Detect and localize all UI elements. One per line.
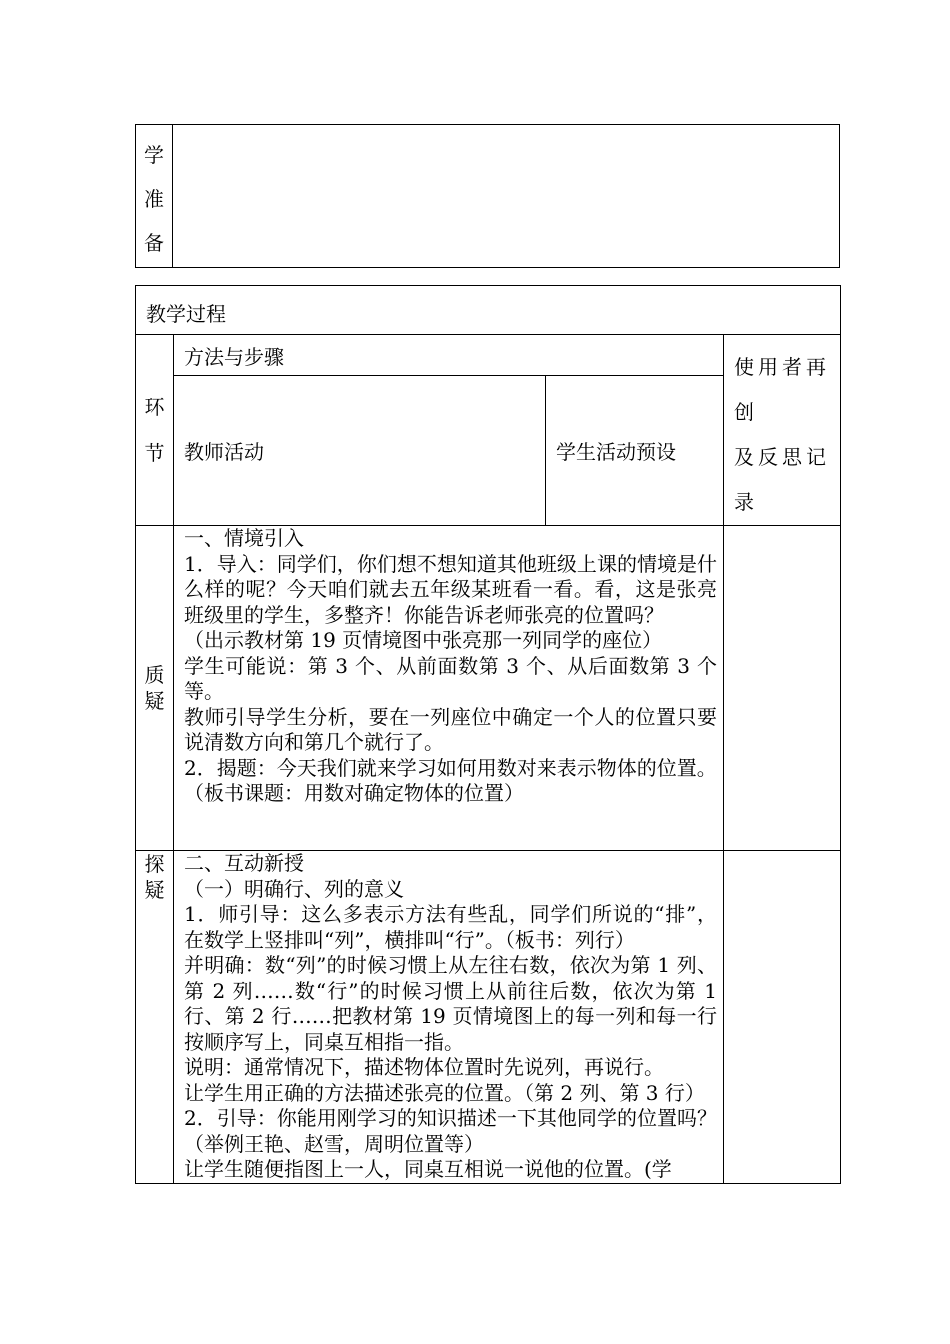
body-line: 二、互动新授 — [184, 851, 304, 875]
caption-row — [136, 286, 841, 335]
section-label-line: 疑 — [144, 689, 165, 713]
teacher-activity-header: 教师活动 — [174, 375, 546, 525]
table-caption: 教学过程 — [136, 286, 841, 335]
segment-header — [136, 335, 174, 526]
section-label-line: 疑 — [144, 878, 165, 902]
body-line: 2．引导：你能用刚学习的知识描述一下其他同学的位置吗？（举例王艳、赵雪，周明位置等） — [184, 1106, 717, 1156]
preparation-label-line: 准 — [144, 187, 164, 211]
preparation-label-line: 学 — [144, 143, 164, 167]
body-line: 让学生用正确的方法描述张亮的位置。（第 2 列、第 3 行） — [184, 1080, 705, 1105]
body-line: （一）明确行、列的意义 — [184, 876, 404, 901]
section-label-line: 质 — [144, 663, 165, 687]
preparation-label-line: 备 — [144, 231, 164, 255]
preparation-label — [136, 125, 173, 268]
reflection-header — [724, 335, 841, 526]
preparation-content — [173, 125, 840, 268]
section-body — [174, 851, 724, 1184]
body-line: （出示教材第 19 页情境图中张亮那一列同学的座位） — [184, 628, 663, 652]
section-body — [174, 526, 724, 851]
section-label-line: 探 — [144, 852, 165, 876]
segment-header-line: 节 — [144, 441, 165, 465]
body-line: 1．导入：同学们，你们想不想知道其他班级上课的情境是什么样的呢？今天咱们就去五年级某班看一看。看，这是张亮班级里的学生，多整齐！你能告诉老师张亮的位置吗？ — [184, 551, 717, 627]
header-row-1 — [136, 335, 841, 376]
body-line: 说明：通常情况下，描述物体位置时先说列，再说行。 — [184, 1055, 664, 1079]
section-row-questioning — [136, 526, 841, 851]
reflection-header-line: 及反思记 — [734, 445, 830, 469]
preparation-row — [136, 125, 840, 268]
reflection-cell — [724, 851, 841, 1184]
body-line: 让学生随便指图上一人，同桌互相说一说他的位置。(学 — [184, 1157, 672, 1181]
preparation-table — [135, 124, 840, 268]
body-line: 教师引导学生分析，要在一列座位中确定一个人的位置只要说清数方向和第几个就行了。 — [184, 704, 717, 754]
teaching-process-table — [135, 285, 841, 1184]
reflection-header-line: 使用者再 — [734, 355, 830, 379]
body-line: （板书课题：用数对确定物体的位置） — [184, 781, 524, 805]
body-line: 并明确：数“列”的时候习惯上从左往右数，依次为第 1 列、第 2 列……数“行”的时候习惯上从前往后数，依次为第 1 行、第 2 行……把教材第 19 页情境图上的每一列和每一行按顺序写上，同桌互相指一指。 — [184, 953, 717, 1054]
section-label — [136, 851, 174, 1184]
body-line: 2．揭题：今天我们就来学习如何用数对来表示物体的位置。 — [184, 755, 717, 780]
segment-header-line: 环 — [144, 395, 165, 419]
body-line: 一、情境引入 — [184, 526, 304, 550]
section-label — [136, 526, 174, 851]
reflection-header-line: 创 — [734, 400, 758, 424]
body-line: 学生可能说：第 3 个、从前面数第 3 个、从后面数第 3 个等。 — [184, 653, 717, 703]
reflection-header-line: 录 — [734, 490, 758, 514]
section-row-exploring — [136, 851, 841, 1184]
body-line: 1．师引导：这么多表示方法有些乱，同学们所说的“排”，在数学上竖排叫“列”，横排叫“行”。（板书：列行） — [184, 902, 717, 952]
reflection-cell — [724, 526, 841, 851]
method-header: 方法与步骤 — [174, 335, 724, 376]
student-activity-header: 学生活动预设 — [546, 375, 724, 525]
